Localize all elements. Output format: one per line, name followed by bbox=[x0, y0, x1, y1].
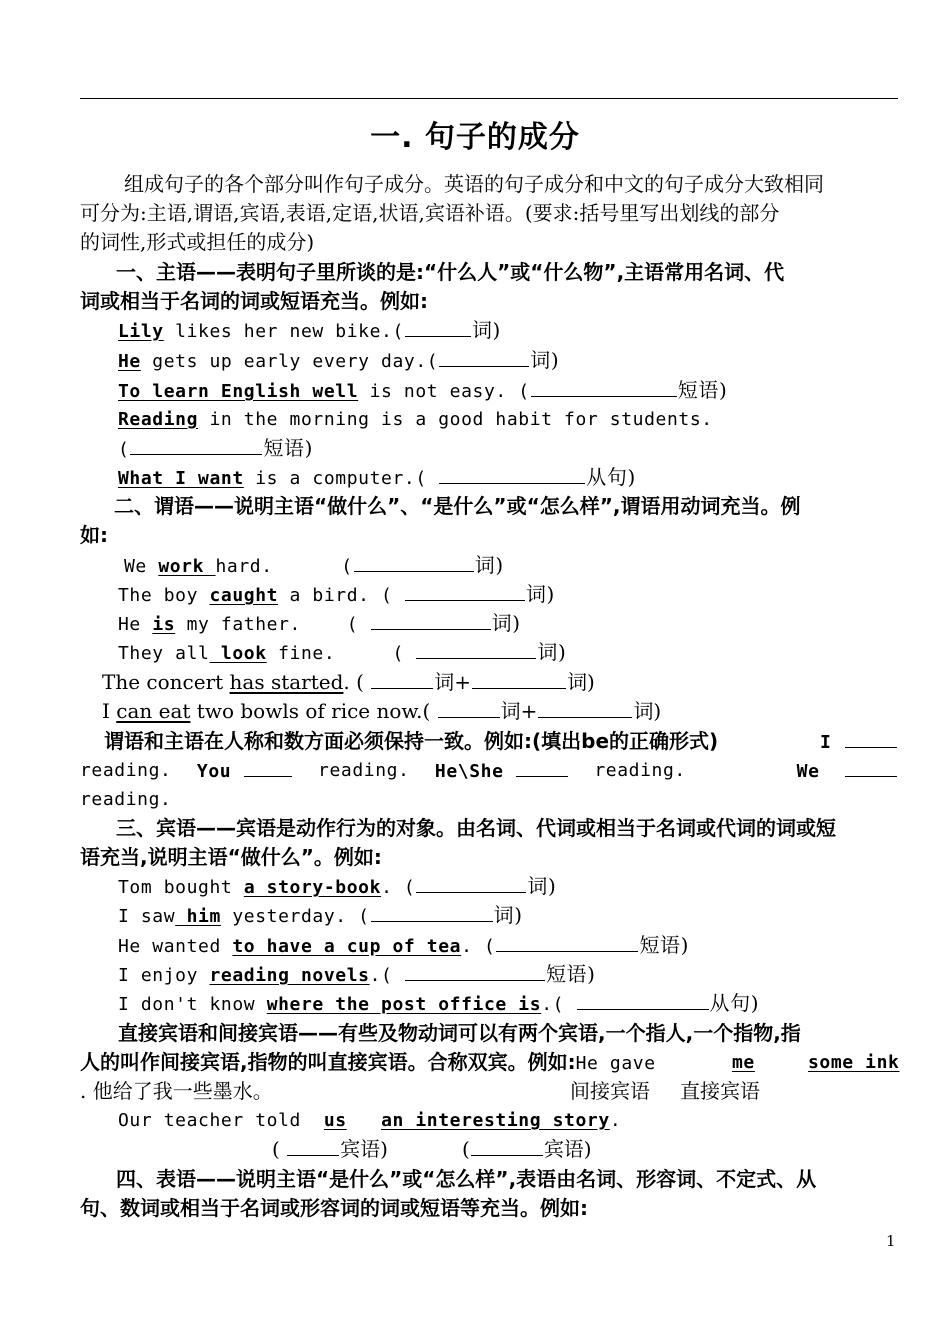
object-example-1: Tom bought a story-book. ( 词) bbox=[118, 874, 557, 898]
subject-example-2: He gets up early every day.( 词) bbox=[118, 348, 560, 372]
predicate-heading-1: 二、谓语——说明主语“做什么”、“是什么”或“怎么样”,谓语用动词充当。例 bbox=[114, 494, 801, 518]
intro-line-3: 的词性,形式或担任的成分) bbox=[80, 230, 315, 254]
indirect-object-label: 间接宾语 bbox=[570, 1079, 650, 1103]
predicative-heading-2: 句、数词或相当于名词或形容词的词或短语等充当。例如: bbox=[80, 1196, 588, 1220]
header-rule bbox=[80, 98, 898, 99]
teacher-answer-1: ( 宾语) bbox=[272, 1137, 388, 1161]
direct-object-label: 直接宾语 bbox=[680, 1079, 760, 1103]
subject-example-3: To learn English well is not easy. ( 短语) bbox=[118, 378, 728, 402]
predicative-heading-1: 四、表语——说明主语“是什么”或“怎么样”,表语由名词、形容词、不定式、从 bbox=[116, 1167, 817, 1191]
subject-example-4-answer: ( 短语) bbox=[118, 436, 314, 460]
teacher-example: Our teacher told us an interesting story. bbox=[118, 1110, 622, 1131]
intro-line-2: 可分为:主语,谓语,宾语,表语,定语,状语,宾语补语。(要求:括号里写出划线的部分 bbox=[80, 201, 780, 225]
page-number: 1 bbox=[886, 1232, 896, 1250]
teacher-answer-2: ( 宾语) bbox=[462, 1137, 592, 1161]
object-heading-2: 语充当,说明主语“做什么”。例如: bbox=[80, 845, 382, 869]
double-object-me: me bbox=[732, 1052, 755, 1073]
agreement-row-end: reading. bbox=[80, 789, 172, 810]
agreement-i: I bbox=[820, 727, 898, 757]
object-example-3: He wanted to have a cup of tea. ( 短语) bbox=[118, 933, 690, 957]
agreement-line: 谓语和主语在人称和数方面必须保持一致。例如:(填出be的正确形式) bbox=[104, 729, 719, 753]
predicate-example-4: They all look fine. ( 词) bbox=[118, 640, 567, 664]
predicate-heading-2: 如: bbox=[80, 523, 108, 547]
double-object-line-2: 人的叫作间接宾语,指物的叫直接宾语。合称双宾。例如:He gave bbox=[80, 1050, 656, 1074]
object-example-4: I enjoy reading novels.( 短语) bbox=[118, 962, 596, 986]
intro-line-1: 组成句子的各个部分叫作句子成分。英语的句子成分和中文的句子成分大致相同 bbox=[124, 172, 824, 196]
predicate-example-3: He is my father. ( 词) bbox=[118, 611, 521, 635]
subject-example-1: Lily likes her new bike.( 词) bbox=[118, 318, 501, 342]
object-example-5: I don't know where the post office is.( 从句) bbox=[118, 991, 760, 1015]
predicate-example-2: The boy caught a bird. ( 词) bbox=[118, 582, 555, 606]
subject-example-5: What I want is a computer.( 从句) bbox=[118, 465, 636, 489]
agreement-row: reading. You reading. He\She reading. We bbox=[80, 756, 898, 786]
double-object-some-ink: some ink bbox=[808, 1052, 900, 1073]
predicate-example-5: The concert has started. ( 词+ 词) bbox=[102, 670, 595, 694]
predicate-example-1: We work hard. ( 词) bbox=[124, 553, 504, 577]
predicate-example-6: I can eat two bowls of rice now.( 词+ 词) bbox=[102, 699, 662, 723]
object-heading-1: 三、宾语——宾语是动作行为的对象。由名词、代词或相当于名词或代词的词或短 bbox=[116, 816, 836, 840]
double-object-line-1: 直接宾语和间接宾语——有些及物动词可以有两个宾语,一个指人,一个指物,指 bbox=[118, 1021, 801, 1045]
object-example-2: I saw him yesterday. ( 词) bbox=[118, 903, 523, 927]
subject-heading-2: 词或相当于名词的词或短语充当。例如: bbox=[80, 289, 428, 313]
page-title: 一. 句子的成分 bbox=[370, 120, 580, 155]
subject-example-4: Reading in the morning is a good habit for students. bbox=[118, 409, 713, 430]
subject-heading-1: 一、主语——表明句子里所谈的是:“什么人”或“什么物”,主语常用名词、代 bbox=[116, 260, 785, 284]
double-object-translation: . 他给了我一些墨水。 bbox=[80, 1079, 273, 1103]
